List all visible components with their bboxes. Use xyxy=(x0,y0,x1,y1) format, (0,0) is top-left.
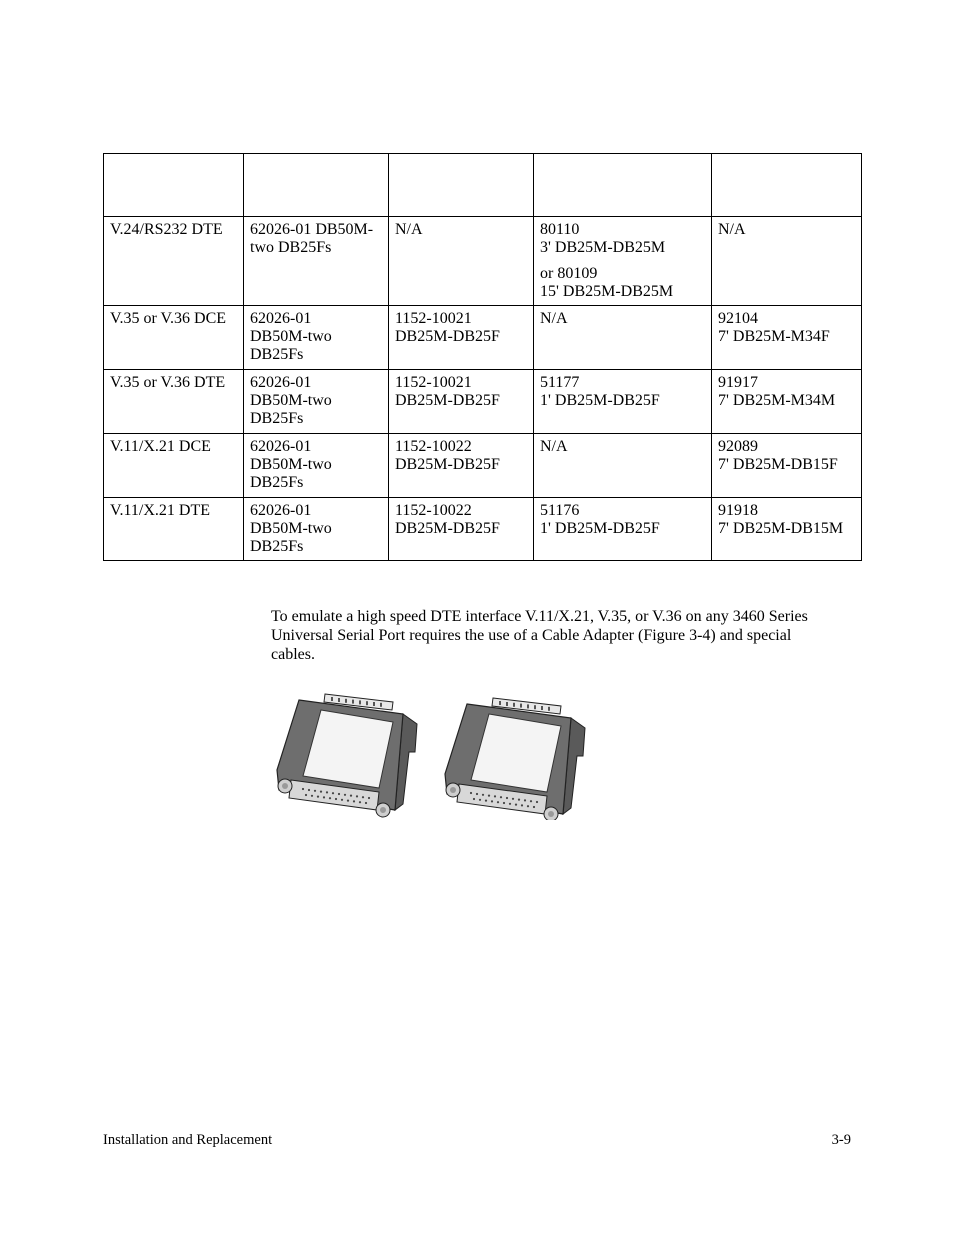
table-cell xyxy=(534,370,712,434)
cell-text: 7' DB25M-M34M xyxy=(718,392,836,409)
cell-text: DB50M-two xyxy=(250,392,332,409)
cell-text: DB25Fs xyxy=(250,346,304,363)
cell-text: 7' DB25M-DB15F xyxy=(718,456,838,473)
footer-page-number: 3-9 xyxy=(831,1132,851,1148)
table-cell xyxy=(534,498,712,561)
table-header-row xyxy=(104,154,862,217)
cell-text: 92089 xyxy=(718,438,758,455)
paragraph-line: Universal Serial Port requires the use of a Cable Adapter (Figure 3-4) and special xyxy=(271,627,792,644)
cable-adapter-figure xyxy=(275,690,595,820)
table-cell xyxy=(389,217,534,306)
cell-text: 91918 xyxy=(718,502,758,519)
cable-adapter-right xyxy=(445,698,585,820)
table-cell xyxy=(244,217,389,306)
cell-text: 1' DB25M-DB25F xyxy=(540,520,660,537)
cell-text: DB25M-DB25F xyxy=(395,520,500,537)
table-cell xyxy=(389,306,534,370)
cell-text: 62026-01 DB50M- xyxy=(250,221,374,238)
paragraph-line: To emulate a high speed DTE interface V.11/X.21, V.35, or V.36 on any 3460 Series xyxy=(271,608,808,625)
cell-text: 3' DB25M-DB25M xyxy=(540,239,666,256)
cell-text: 92104 xyxy=(718,310,758,327)
cell-text: 91917 xyxy=(718,374,758,391)
table-cell xyxy=(712,498,862,561)
cell-text: 62026-01 xyxy=(250,374,312,391)
table-row xyxy=(104,370,862,434)
table-cell xyxy=(534,306,712,370)
table-cell xyxy=(389,370,534,434)
cell-text: 1152-10021 xyxy=(395,310,472,327)
footer-section-title: Installation and Replacement xyxy=(103,1132,273,1148)
cell-text: 1152-10022 xyxy=(395,502,472,519)
table-cell xyxy=(712,306,862,370)
table-cell xyxy=(712,217,862,306)
cell-text: V.11/X.21 DCE xyxy=(110,438,211,455)
table-cell xyxy=(712,370,862,434)
cell-text: DB25Fs xyxy=(250,538,304,555)
header-cell xyxy=(389,154,534,217)
cable-adapter-left xyxy=(277,694,417,817)
header-cell xyxy=(244,154,389,217)
cell-text: 62026-01 xyxy=(250,438,312,455)
cable-table xyxy=(103,153,862,561)
cell-text: 1152-10021 xyxy=(395,374,472,391)
cell-text: V.24/RS232 DTE xyxy=(110,221,223,238)
header-cell xyxy=(534,154,712,217)
table-cell xyxy=(104,217,244,306)
cell-text: N/A xyxy=(395,221,423,238)
cell-text: 1152-10022 xyxy=(395,438,472,455)
cell-text: V.11/X.21 DTE xyxy=(110,502,210,519)
cell-text: DB25Fs xyxy=(250,410,304,427)
cell-text: 1' DB25M-DB25F xyxy=(540,392,660,409)
table-cell xyxy=(104,370,244,434)
cell-text: two DB25Fs xyxy=(250,239,332,256)
cell-text: V.35 or V.36 DTE xyxy=(110,374,226,391)
cell-text: DB50M-two xyxy=(250,328,332,345)
cell-text: 62026-01 xyxy=(250,310,312,327)
table-cell xyxy=(389,434,534,498)
table-cell xyxy=(244,498,389,561)
table-cell xyxy=(712,434,862,498)
cell-text: N/A xyxy=(540,310,568,327)
cell-text: DB50M-two xyxy=(250,520,332,537)
cell-text: 51176 xyxy=(540,502,580,519)
table-row xyxy=(104,498,862,561)
cell-text: 51177 xyxy=(540,374,580,391)
table-row xyxy=(104,306,862,370)
cell-text: DB25M-DB25F xyxy=(395,456,500,473)
cell-text: N/A xyxy=(540,438,568,455)
table-cell xyxy=(244,370,389,434)
cell-text: DB25Fs xyxy=(250,474,304,491)
cell-text: DB25M-DB25F xyxy=(395,328,500,345)
table-row xyxy=(104,434,862,498)
paragraph-line: cables. xyxy=(271,646,315,663)
header-cell xyxy=(104,154,244,217)
cell-text: DB50M-two xyxy=(250,456,332,473)
table-cell xyxy=(104,306,244,370)
table-cell xyxy=(104,498,244,561)
cell-text: or 80109 xyxy=(540,265,598,282)
cell-text: 62026-01 xyxy=(250,502,312,519)
table-cell xyxy=(389,498,534,561)
table-cell xyxy=(534,217,712,306)
table-cell xyxy=(104,434,244,498)
cell-text: DB25M-DB25F xyxy=(395,392,500,409)
cell-text: V.35 or V.36 DCE xyxy=(110,310,227,327)
table-row xyxy=(104,217,862,306)
cell-text: 15' DB25M-DB25M xyxy=(540,283,674,300)
cell-text: N/A xyxy=(718,221,746,238)
table-cell xyxy=(244,434,389,498)
table-cell xyxy=(534,434,712,498)
cell-text: 80110 xyxy=(540,221,580,238)
body-paragraph xyxy=(271,607,851,664)
cell-text: 7' DB25M-M34F xyxy=(718,328,830,345)
cell-text: 7' DB25M-DB15M xyxy=(718,520,844,537)
header-cell xyxy=(712,154,862,217)
table-cell xyxy=(244,306,389,370)
